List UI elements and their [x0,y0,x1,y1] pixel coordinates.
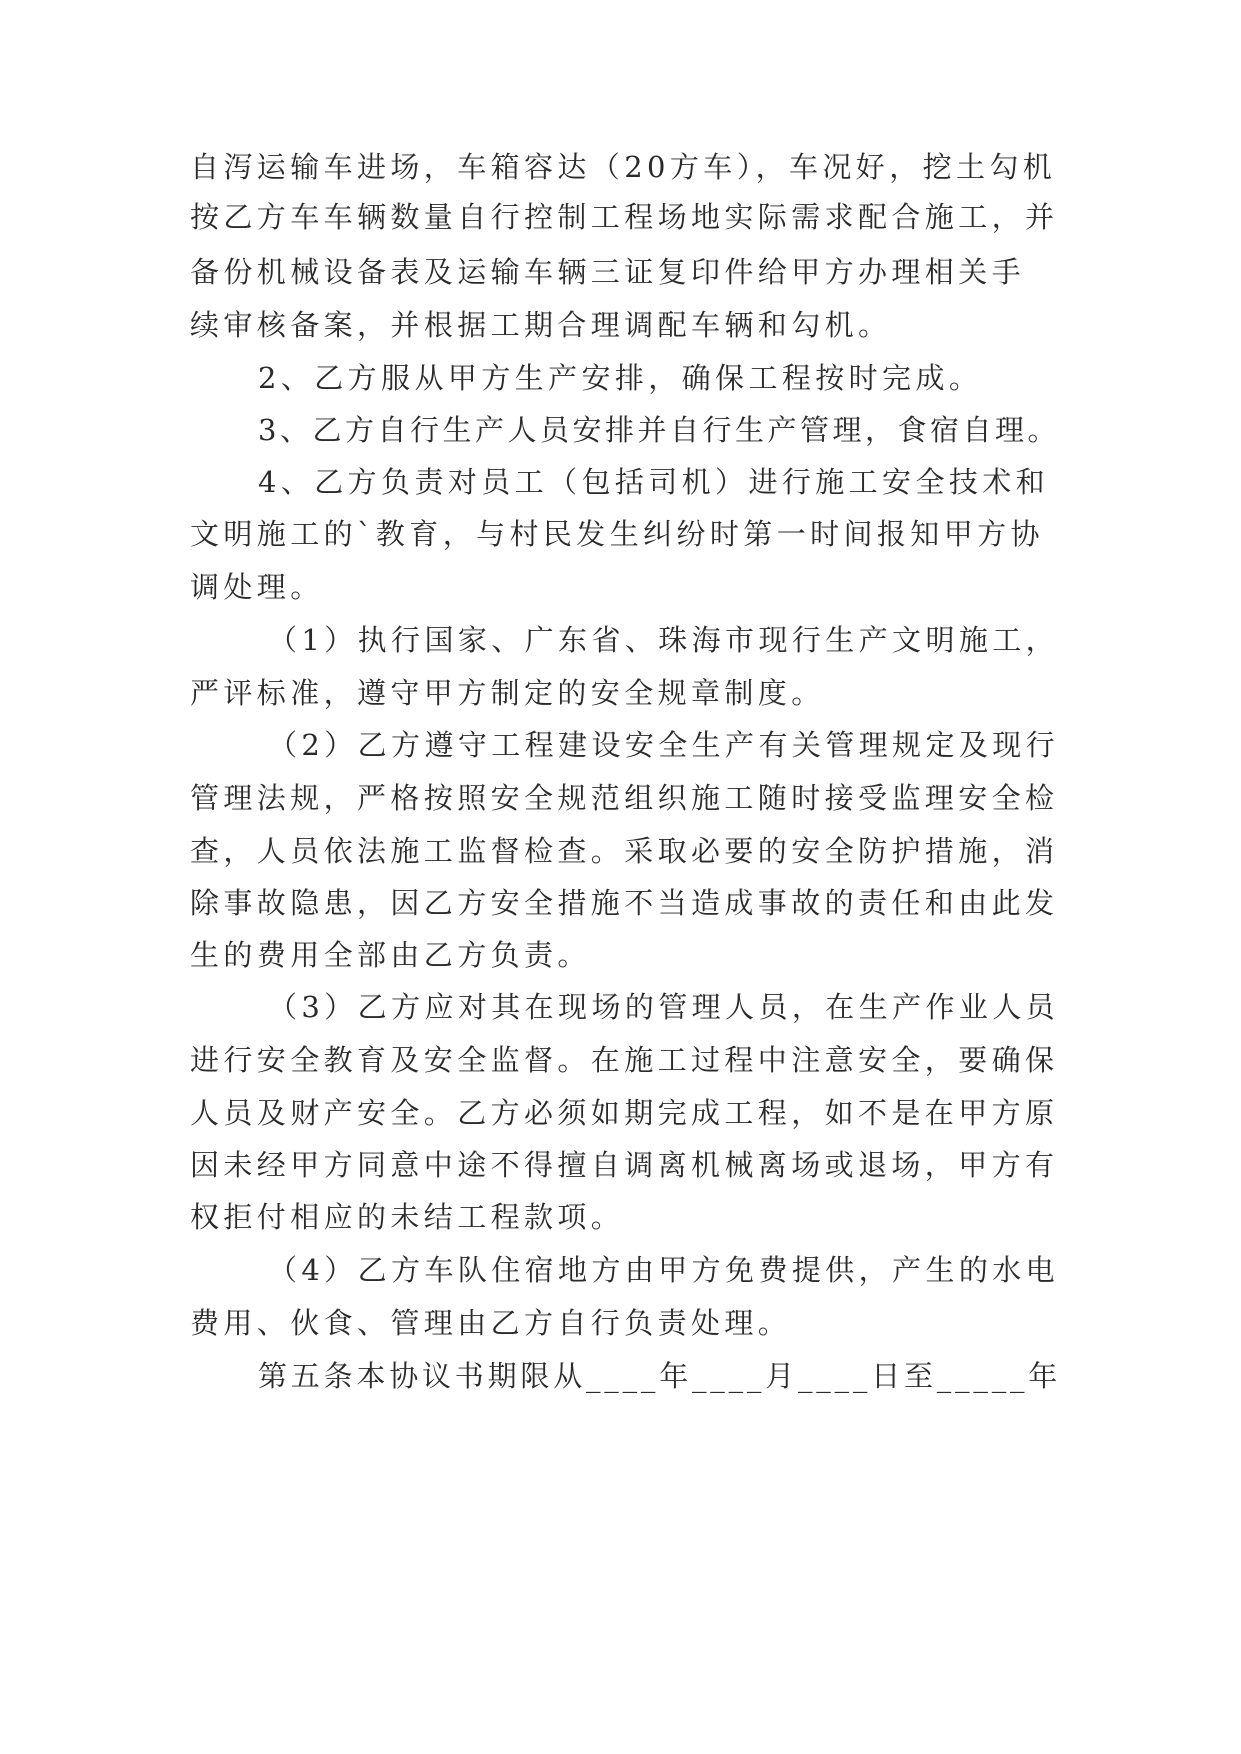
text-line: 因未经甲方同意中途不得擅自调离机械离场或退场，甲方有 [190,1148,1059,1182]
text-line: （2）乙方遵守工程建设安全生产有关管理规定及现行 [268,728,1060,762]
text-line: 续审核备案，并根据工期合理调配车辆和勾机。 [190,308,892,342]
text-line: 严评标准，遵守甲方制定的安全规章制度。 [190,676,825,710]
text-line: 查，人员依法施工监督检查。采取必要的安全防护措施，消 [190,834,1059,868]
text-line: 自泻运输车进场，车箱容达（20方车），车况好，挖土勾机 [190,150,1057,184]
text-line: （4）乙方车队住宿地方由甲方免费提供，产生的水电 [268,1253,1060,1287]
text-line: 除事故隐患，因乙方安全措施不当造成事故的责任和由此发 [190,886,1059,920]
text-line: 权拒付相应的未结工程款项。 [190,1200,625,1234]
text-line: 2、乙方服从甲方生产安排，确保工程按时完成。 [258,361,983,395]
text-line: （1）执行国家、广东省、珠海市现行生产文明施工， [268,623,1060,657]
text-line: 进行安全教育及安全监督。在施工过程中注意安全，要确保 [190,1043,1059,1077]
text-line: 按乙方车车辆数量自行控制工程场地实际需求配合施工，并 [190,200,1059,234]
text-line: （3）乙方应对其在现场的管理人员，在生产作业人员 [268,990,1060,1024]
text-line: 调处理。 [190,570,324,604]
text-line: 费用、伙食、管理由乙方自行负责处理。 [190,1306,792,1340]
text-line: 备份机械设备表及运输车辆三证复印件给甲方办理相关手 [190,255,1026,289]
text-line: 管理法规，严格按照安全规范组织施工随时接受监理安全检 [190,781,1059,815]
text-line: 人员及财产安全。乙方必须如期完成工程，如不是在甲方原 [190,1096,1059,1130]
text-line: 3、乙方自行生产人员安排并自行生产管理，食宿自理。 [258,413,1060,447]
text-line: 4、乙方负责对员工（包括司机）进行施工安全技术和 [258,465,1050,499]
text-line: 生的费用全部由乙方负责。 [190,938,591,972]
text-line: 第五条本协议书期限从____年____月____日至_____年 [258,1359,1062,1393]
text-line: 文明施工的`教育，与村民发生纠纷时第一时间报知甲方协 [190,517,1044,551]
